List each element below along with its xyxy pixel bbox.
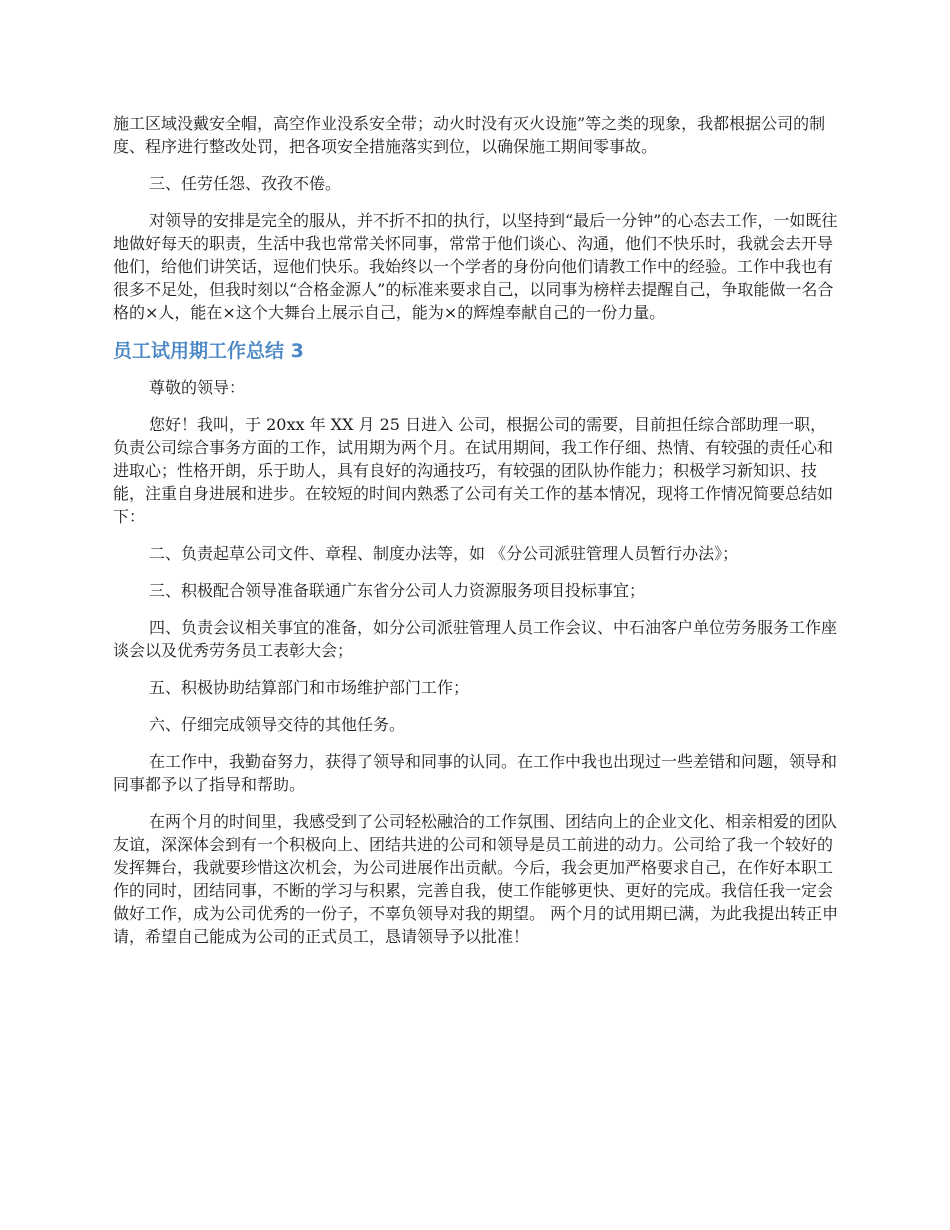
paragraph-item-five: 五、积极协助结算部门和市场维护部门工作；: [149, 678, 470, 697]
section-title: 员工试用期工作总结 3: [113, 340, 304, 362]
paragraph-item-six: 六、仔细完成领导交待的其他任务。: [149, 715, 406, 734]
paragraph-item-three: 三、积极配合领导准备联通广东省分公司人力资源服务项目投标事宜；: [149, 581, 646, 600]
document-page: [113, 112, 840, 962]
paragraph-safety-rectification: 施工区域没戴安全帽，高空作业没系安全带；动火时没有灭火设施”等之类的现象，我都根据公司的制度、程序进行整改处罚，把各项安全措施落实到位，以确保施工期间零事故。: [113, 114, 826, 156]
paragraph-item-two: 二、负责起草公司文件、章程、制度办法等，如 《分公司派驻管理人员暂行办法》；: [149, 544, 739, 563]
paragraph-salutation: 尊敬的领导：: [149, 378, 246, 397]
paragraph-introduction: 您好！我叫，于 20xx 年 XX 月 25 日进入 公司，根据公司的需要，目前担任综合部助理一职，负责公司综合事务方面的工作，试用期为两个月。在试用期间，我工作仔细、热情、有较强的责任心和进取心；性格开朗，乐于助人，具有良好的沟通技巧，有较强的团队协作能力；积极学习新知识、技能，注重自身进展和进步。在较短的时间内熟悉了公司有关工作的基本情况，现将工作情况简要总结如下：: [113, 415, 834, 526]
paragraph-recognition: 在工作中，我勤奋努力，获得了领导和同事的认同。在工作中我也出现过一些差错和问题，领导和同事都予以了指导和帮助。: [113, 752, 838, 794]
paragraph-item-three-heading: 三、任劳任怨、孜孜不倦。: [149, 174, 342, 193]
paragraph-obey-leadership: 对领导的安排是完全的服从，并不折不扣的执行，以坚持到“最后一分钟”的心态去工作，一如既往地做好每天的职责，生活中我也常常关怀同事，常常于他们谈心、沟通，他们不快乐时，我就会去开导他们，给他们讲笑话，逗他们快乐。我始终以一个学者的身份向他们请教工作中的经验。工作中我也有很多不足处，但我时刻以“合格金源人”的标准来要求自己，以同事为榜样去提醒自己，争取能做一名合格的×人，能在×这个大舞台上展示自己，能为×的辉煌奉献自己的一份力量。: [113, 211, 838, 322]
paragraph-conclusion: 在两个月的时间里，我感受到了公司轻松融洽的工作氛围、团结向上的企业文化、相亲相爱的团队友谊，深深体会到有一个积极向上、团结共进的公司和领导是员工前进的动力。公司给了我一个较好的发挥舞台，我就要珍惜这次机会，为公司进展作出贡献。今后，我会更加严格要求自己，在作好本职工作的同时，团结同事，不断的学习与积累，完善自我，使工作能够更快、更好的完成。我信任我一定会做好工作，成为公司优秀的一份子，不辜负领导对我的期望。 两个月的试用期已满，为此我提出转正申请，希望自己能成为公司的正式员工，恳请领导予以批准！: [113, 812, 839, 946]
paragraph-item-four: 四、负责会议相关事宜的准备，如分公司派驻管理人员工作会议、中石油客户单位劳务服务工作座谈会以及优秀劳务员工表彰大会；: [113, 618, 838, 660]
